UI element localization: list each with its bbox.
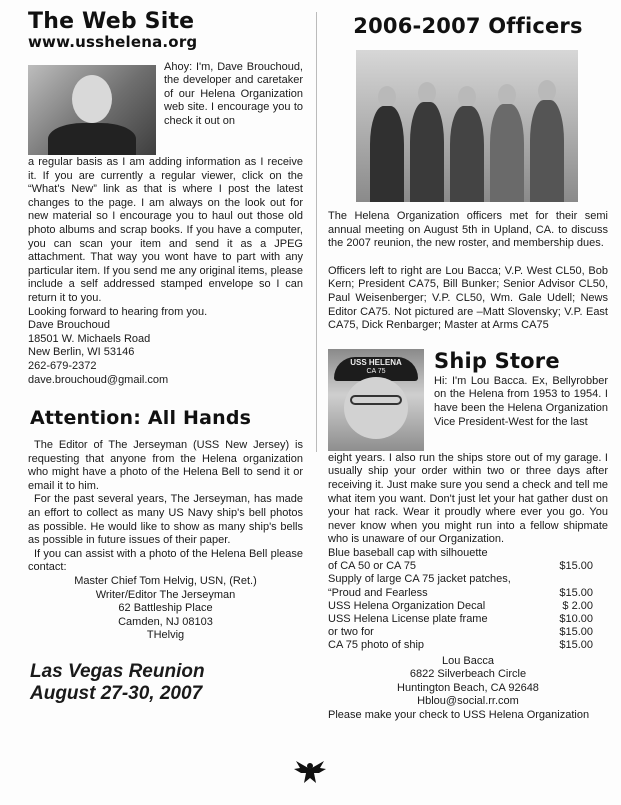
reunion-line2: August 27-30, 2007	[30, 683, 203, 704]
store-title: Ship Store	[434, 348, 560, 373]
item-name: Blue baseball cap with silhouette	[328, 546, 488, 559]
cap-text: USS HELENA	[350, 357, 402, 367]
item-name: or two for	[328, 626, 374, 639]
address-line: Dave Brouchoud	[28, 319, 110, 332]
contact-line: Camden, NJ 08103	[118, 615, 213, 628]
eagle-emblem-icon	[292, 757, 328, 787]
cap-subtext: CA 75	[366, 367, 386, 375]
item-price: $15.00	[559, 639, 593, 652]
contact-line: Master Chief Tom Helvig, USN, (Ret.)	[74, 575, 257, 588]
attention-title: Attention: All Hands	[30, 407, 252, 430]
email-link[interactable]: dave.brouchoud@gmail.com	[28, 373, 169, 386]
reunion-banner	[30, 661, 303, 705]
attention-contact	[28, 575, 303, 643]
price-row	[328, 626, 593, 639]
item-name: “Proud and Fearless	[328, 586, 428, 599]
column-divider	[316, 12, 317, 452]
store-email-link[interactable]: Hblou@social.rr.com	[417, 695, 519, 708]
attention-p1: The Editor of The Jerseyman (USS New Jersey) is requesting that anyone from the Helena organization who might have a photo of the Helena Bell to send it or email it to him.	[28, 439, 303, 492]
price-row	[328, 600, 593, 613]
item-price: $ 2.00	[562, 599, 593, 612]
glasses	[350, 395, 402, 405]
store-address	[328, 655, 608, 709]
item-price: $10.00	[559, 612, 593, 625]
item-name: USS Helena License plate frame	[328, 612, 488, 625]
store-price-list	[328, 547, 593, 653]
attention-p2: For the past several years, The Jerseyman, has made an effort to collect as many US Navy ship's bell photos as possible. He would like to show as many ship's bells as possible in future issues of their paper.	[28, 493, 303, 547]
item-name: USS Helena Organization Decal	[328, 599, 486, 612]
price-row	[328, 560, 593, 573]
item-name: CA 75 photo of ship	[328, 639, 425, 652]
website-body: a regular basis as I am adding information as I receive it. If you are currently a regular viewer, click on the “What's New” link as that is where I post the latest changes to the page. I am always on the look out for new material so I encourage you to haul out those old photo albums and scrap books. If you have a computer, you can scan your item and send it as a JPEG attachment. That way you wont have to part with any particular item. If you send me any original items, please include a self addressed stamped envelope so I can return it to you.	[28, 156, 303, 304]
store-footer: Please make your check to USS Helena Organization	[328, 708, 590, 721]
right-column	[328, 10, 608, 723]
website-intro: Ahoy: I'm, Dave Brouchoud, the developer and caretaker of our Helena Organization web site. I encourage you to check it out on	[164, 61, 303, 127]
officers-photo	[356, 50, 578, 202]
store-address-line: Lou Bacca	[442, 654, 494, 667]
price-row	[328, 613, 593, 626]
price-row	[328, 587, 593, 600]
lou-bacca-photo	[328, 349, 424, 451]
website-address	[28, 319, 303, 387]
store-address-line: 6822 Silverbeach Circle	[409, 668, 527, 681]
store-address-line: Huntington Beach, CA 92648	[397, 681, 539, 694]
price-row	[328, 639, 593, 652]
price-row	[328, 547, 593, 560]
item-name: Supply of large CA 75 jacket patches,	[328, 573, 511, 586]
contact-line: 62 Battleship Place	[118, 602, 213, 615]
website-url[interactable]: www.usshelena.org	[28, 33, 198, 51]
store-intro: Hi: I'm Lou Bacca. Ex, Bellyrobber on the Helena from 1953 to 1954. I have been the Helena Organization Vice President-West for the last	[434, 374, 608, 428]
officers-caption: The Helena Organization officers met for their semi annual meeting on August 5th in Upland, CA. to discuss the 2007 reunion, the new roster, and membership dues.	[328, 210, 608, 250]
dave-photo	[28, 65, 156, 155]
left-column	[28, 10, 303, 705]
attention-p3: If you can assist with a photo of the Helena Bell please contact:	[28, 547, 303, 574]
price-row	[328, 573, 593, 586]
officers-names: Officers left to right are Lou Bacca; V.P. West CL50, Bob Kern; President CA75, Bill Bunker; Senior Advisor CL50, Paul Weisenberger; V.P. CL50, Wm. Gale Udell; News Editor CA75. Not pictured are –Matt Slovensky; V.P. East CA75, Dick Renbarger; Master at Arms CA75	[328, 264, 608, 332]
website-title: The Web Site	[28, 9, 195, 34]
reunion-line1: Las Vegas Reunion	[30, 661, 205, 682]
item-price: $15.00	[559, 560, 593, 573]
contact-line: THelvig	[146, 629, 185, 642]
officers-title: 2006-2007 Officers	[353, 14, 583, 38]
store-body: eight years. I also run the ships store out of my garage. I usually ship your order within two or three days after receiving it. Just make sure you send a check and tell me what item you want. Don't just let your hat gather dust on your hat rack. Wear it proudly where ever you go. You never know when you might run into a fellow shipmate who is unaware of our Organization.	[328, 451, 608, 546]
address-line: New Berlin, WI 53146	[28, 346, 135, 359]
contact-line: Writer/Editor The Jerseyman	[95, 588, 236, 601]
item-price	[533, 547, 593, 560]
address-line: 18501 W. Michaels Road	[28, 332, 151, 345]
item-price	[533, 573, 593, 586]
item-price: $15.00	[559, 586, 593, 599]
address-line: 262-679-2372	[28, 359, 97, 372]
item-price: $15.00	[559, 626, 593, 639]
item-name: of CA 50 or CA 75	[328, 560, 417, 573]
website-closing: Looking forward to hearing from you.	[28, 305, 208, 318]
